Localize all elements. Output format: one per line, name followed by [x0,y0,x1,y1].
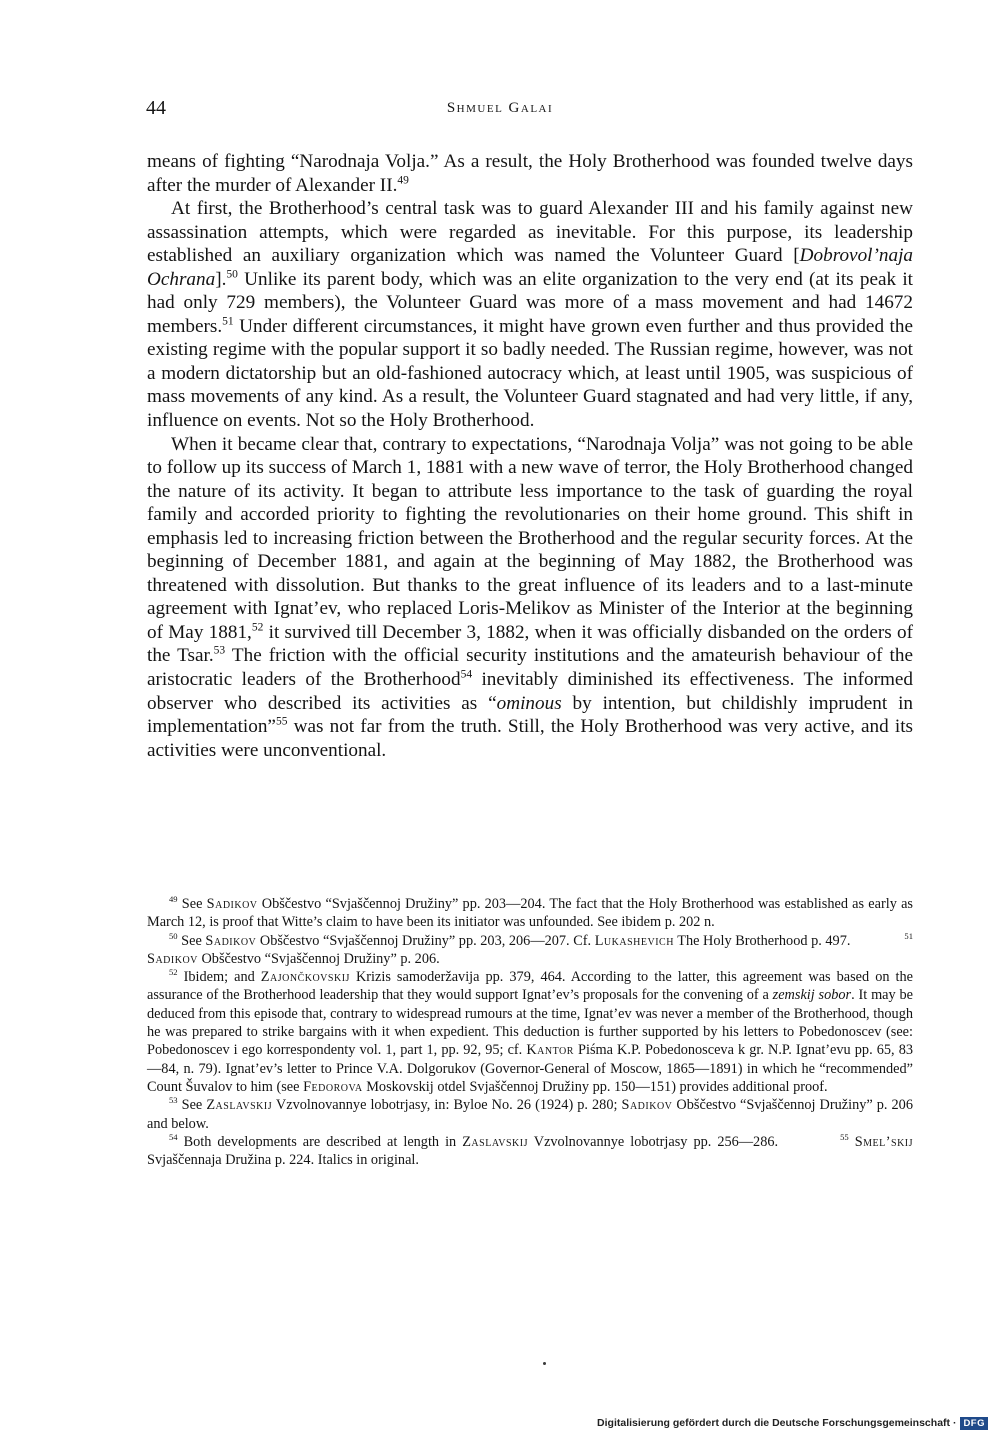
footnote-ref-49[interactable]: 49 [397,174,409,187]
paragraph-1: means of fighting “Narodnaja Volja.” As a result, the Holy Brotherhood was founded twelve days after the murder of Alexander II.$^{49}$ [147,151,913,196]
page-number: 44 [146,97,166,119]
main-text [147,150,913,762]
footnote-53: $^{53}$ See Zaslavskij Vzvolnovannye lobotrjasy, in: Byloe No. 26 (1924) p. 280; Sadikov Obščestvo “Svjaščennoj Družiny” p. 206 and below. [147,1095,913,1132]
footnotes [147,895,913,1169]
footnote-ref-51[interactable]: 51 [222,315,234,328]
footer-text: Digitalisierung gefördert durch die Deutsche Forschungsgemeinschaft · [597,1417,957,1429]
footnote-ref-50[interactable]: 50 [226,268,238,281]
footnote-ref-53[interactable]: 53 [213,645,226,658]
paragraph-2: At first, the Brotherhood’s central task was to guard Alexander III and his family against new assassination attempts, which were regarded as inevitable. For this purpose, its leadership established an auxiliary organization which was named the Volunteer Guard [Dobrovol’naja Ochrana].$^{50}$ Unlike its parent body, which was an elite organization to the very end (at its peak it had only 729 members), the Volunteer Guard was more of a mass movement and had 14672 members.$^{51}$ Under different circumstances, it might have grown even further and thus provided the existing regime with the popular support it so badly needed. The Russian regime, however, was not a modern dictatorship but an old-fashioned autocracy which, at least until 1905, was suspicious of mass movements of any kind. As a result, the Volunteer Guard stagnated and had very little, if any, influence on events. Not so the Holy Brotherhood. [147,198,913,432]
running-head: Shmuel Galai [446,100,554,116]
footnote-ref-55[interactable]: 55 [275,715,288,728]
footnote-49: $^{49}$ See Sadikov Obščestvo “Svjaščennoj Družiny” pp. 203—204. The fact that the Holy Brotherhood was established as early as March 12, is proof that Witte’s claim to have been its initiator was unfounded. See ibidem p. 202 n. [147,894,913,931]
footnote-54-55: $^{54}$ Both developments are described at length in Zaslavskij Vzvolnovannye lobotrjasy pp. 256—286. $^{55}$ Smel’skij Svjaščennaja Družina p. 224. Italics in original. [147,1132,914,1169]
footnote-50-51: $^{50}$ See Sadikov Obščestvo “Svjaščennoj Družiny” pp. 203, 206—207. Cf. Lukashevich The Holy Brotherhood p. 497. $^{51}$ Sadikov Obščestvo “Svjaščennoj Družiny” p. 206. [147,930,913,967]
footnote-ref-52[interactable]: 52 [251,621,264,634]
dfg-logo: DFG [960,1417,988,1430]
print-mark [543,1362,546,1365]
digitization-footer [597,1416,988,1430]
paragraph-3: When it became clear that, contrary to expectations, “Narodnaja Volja” was not going to be able to follow up its success of March 1, 1881 with a new wave of terror, the Holy Brotherhood changed the nature of its activity. It began to attribute less importance to the task of guarding the royal family and accorded priority to fighting the revolutionaries on their home ground. This shift in emphasis led to increasing friction between the Brotherhood and the regular security forces. At the beginning of December 1881, and again at the beginning of May 1882, the Brotherhood was threatened with dissolution. But thanks to the great influence of its leaders and to a last-minute agreement with Ignat’ev, who replaced Loris-Melikov as Minister of the Interior at the beginning of May 1881,52 it survived till December 3, 1882, when it was officially disbanded on the orders of the Tsar.$^{53}$ The friction with the official security institutions and the amateurish behaviour of the aristocratic leaders of the Brotherhood$^{54}$ inevitably diminished its effectiveness. The informed observer who described its activities as “ominous by intention, but childishly imprudent in implementation”$^{55}$ was not far from the truth. Still, the Holy Brotherhood was very active, and its activities were unconventional. [147,433,914,761]
footnote-52: $^{52}$ Ibidem; and Zajončkovskij Krizis samoderžavija pp. 379, 464. According to the latter, this agreement was based on the assurance of the Brotherhood leadership that they would support Ignat’ev’s proposals for the convening of a zemskij sobor. It may be deduced from this episode that, contrary to widespread rumours at the time, Ignat’ev was never a member of the Brotherhood, though he was prepared to strike bargains with it when expedient. This deduction is further supported by his letters to Pobedonoscev (see: Pobedonoscev i ego korrespondenty vol. 1, part 1, pp. 92, 95; cf. Kantor Piśma K.P. Pobedonosceva k gr. N.P. Ignat’evu pp. 65, 83—84, n. 79). Ignat’ev’s letter to Prince V.A. Dolgorukov (Governor-General of Moscow, 1865—1891) in which he “recommended” Count Šuvalov to him (see Fedorova Moskovskij otdel Svjaščennoj Družiny pp. 150—151) provides additional proof. [147,967,913,1095]
footnote-ref-54[interactable]: 54 [460,668,473,681]
